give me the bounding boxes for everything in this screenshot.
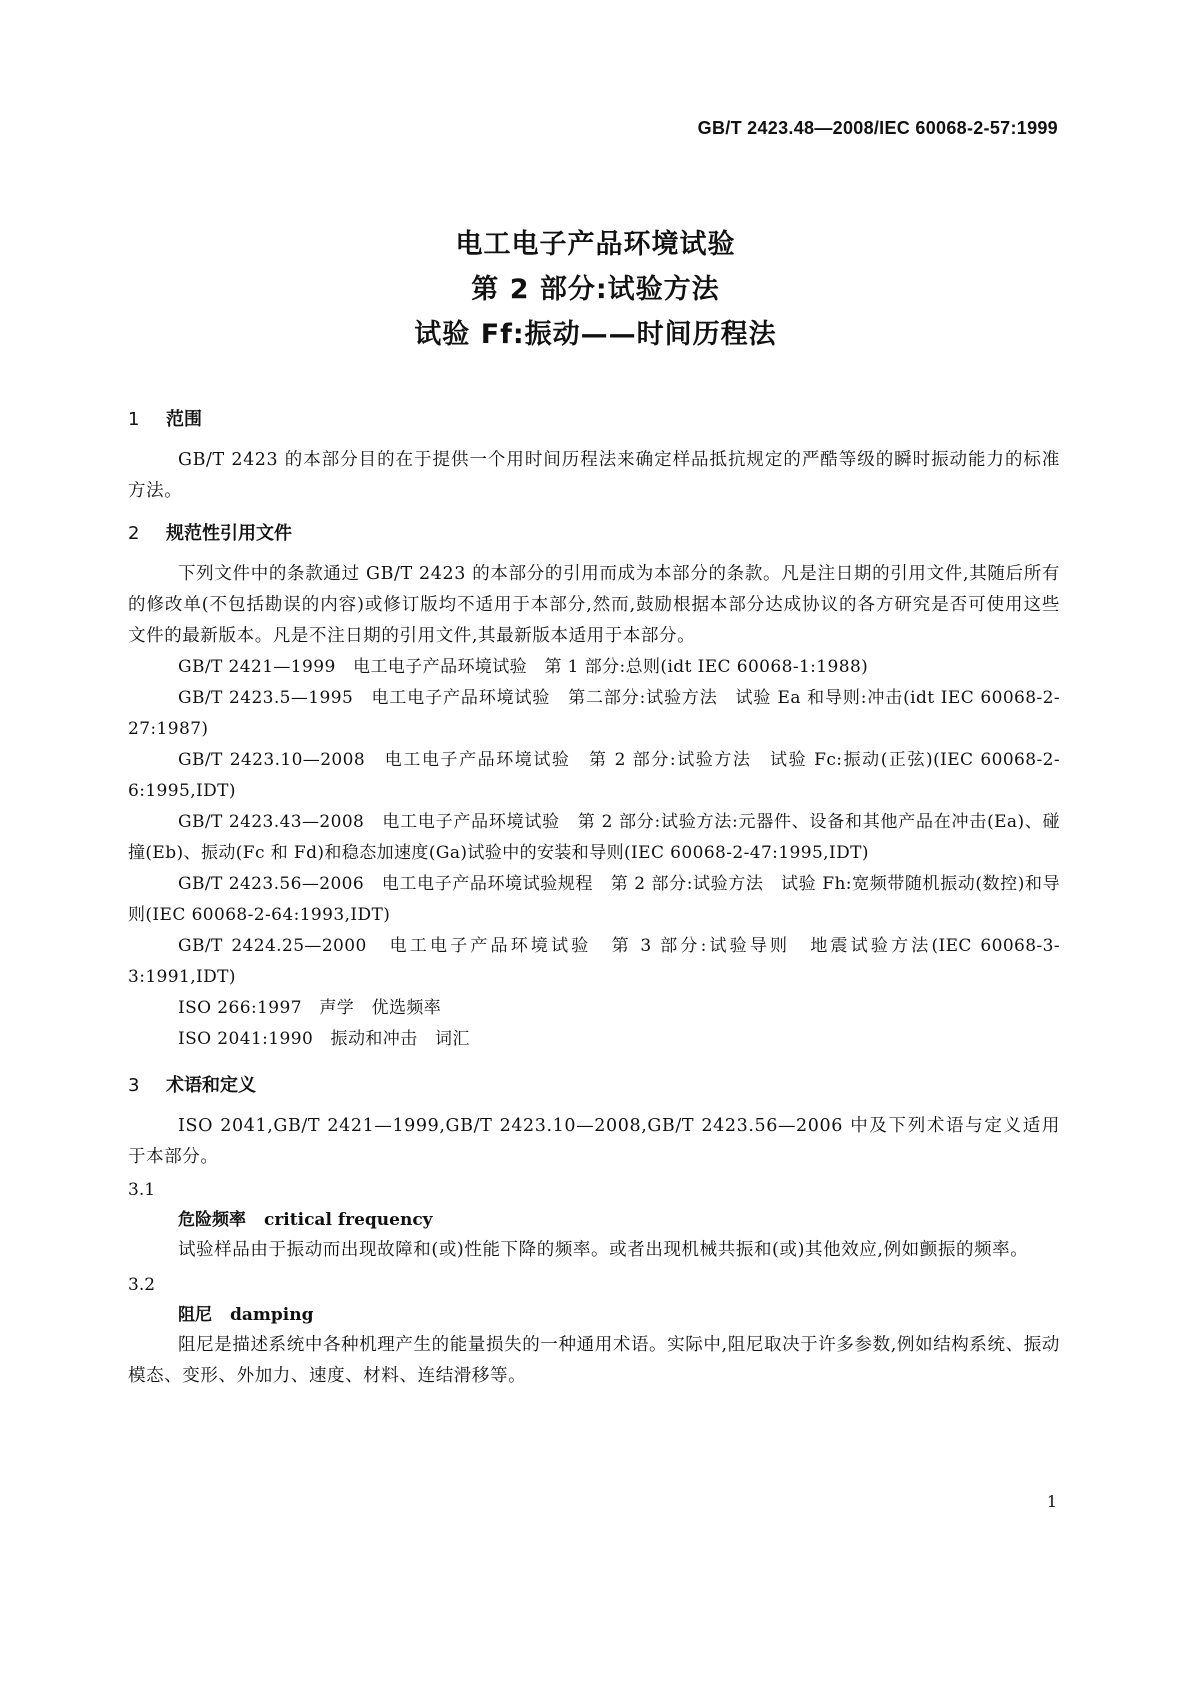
section-3-heading [128,1071,1060,1101]
section-number: 1 [128,409,140,430]
title-line-3: 试验 Ff:振动——时间历程法 [414,319,777,350]
term-heading [128,1300,1060,1330]
section-1-paragraph: GB/T 2423 的本部分目的在于提供一个用时间历程法来确定样品抵抗规定的严酷等级的瞬时振动能力的标准方法。 [128,450,1060,501]
section-title: 规范性引用文件 [166,523,292,544]
term-english: critical frequency [264,1210,433,1230]
section-1-heading [128,405,1060,435]
reference-item: GB/T 2423.43—2008 电工电子产品环境试验 第 2 部分:试验方法:元器件、设备和其他产品在冲击(Ea)、碰撞(Eb)、振动(Fc 和 Fd)和稳态加速度(Ga)试验中的安装和导则(IEC 60068-2-47:1995,IDT) [128,812,1060,863]
term-definition: 阻尼是描述系统中各种机理产生的能量损失的一种通用术语。实际中,阻尼取决于许多参数,例如结构系统、振动模态、变形、外加力、速度、材料、连结滑移等。 [128,1335,1060,1386]
reference-item: GB/T 2423.5—1995 电工电子产品环境试验 第二部分:试验方法 试验 Ea 和导则:冲击(idt IEC 60068-2-27:1987) [128,688,1060,739]
reference-item: ISO 2041:1990 振动和冲击 词汇 [178,1029,470,1049]
term-english: damping [230,1305,314,1325]
section-number: 2 [128,523,140,544]
title-line-2: 第 2 部分:试验方法 [471,274,720,305]
section-2-heading [128,519,1060,549]
section-2-paragraph: 下列文件中的条款通过 GB/T 2423 的本部分的引用而成为本部分的条款。凡是注日期的引用文件,其随后所有的修改单(不包括勘误的内容)或修订版均不适用于本部分,然而,鼓励根据本部分达成协议的各方研究是否可使用这些文件的最新版本。凡是不注日期的引用文件,其最新版本适用于本部分。 [128,564,1060,646]
term-chinese: 危险频率 [178,1210,246,1230]
title-line-1: 电工电子产品环境试验 [455,229,736,260]
reference-list [128,652,1060,1055]
section-3-paragraph: ISO 2041,GB/T 2421—1999,GB/T 2423.10—2008,GB/T 2423.56—2006 中及下列术语与定义适用于本部分。 [128,1116,1060,1167]
term-number: 3.1 [128,1180,156,1200]
term-definition: 试验样品由于振动而出现故障和(或)性能下降的频率。或者出现机械共振和(或)其他效应,例如颤振的频率。 [178,1240,1029,1260]
page-number: 1 [1046,1492,1057,1511]
reference-item: GB/T 2421—1999 电工电子产品环境试验 第 1 部分:总则(idt IEC 60068-1:1988) [178,657,869,677]
document-body [128,405,1060,1396]
reference-item: GB/T 2423.56—2006 电工电子产品环境试验规程 第 2 部分:试验方法 试验 Fh:宽频带随机振动(数控)和导则(IEC 60068-2-64:1993,IDT) [128,874,1060,925]
section-title: 术语和定义 [166,1075,256,1096]
term-number: 3.2 [128,1275,156,1295]
standard-code-header: GB/T 2423.48—2008/IEC 60068-2-57:1999 [697,118,1058,138]
reference-item: GB/T 2423.10—2008 电工电子产品环境试验 第 2 部分:试验方法 试验 Fc:振动(正弦)(IEC 60068-2-6:1995,IDT) [128,750,1060,801]
document-title [0,222,1191,357]
reference-item: GB/T 2424.25—2000 电工电子产品环境试验 第 3 部分:试验导则 地震试验方法(IEC 60068-3-3:1991,IDT) [128,936,1060,987]
section-number: 3 [128,1075,140,1096]
term-heading [128,1205,1060,1235]
reference-item: ISO 266:1997 声学 优选频率 [178,998,442,1018]
section-title: 范围 [166,409,202,430]
term-chinese: 阻尼 [178,1305,212,1325]
